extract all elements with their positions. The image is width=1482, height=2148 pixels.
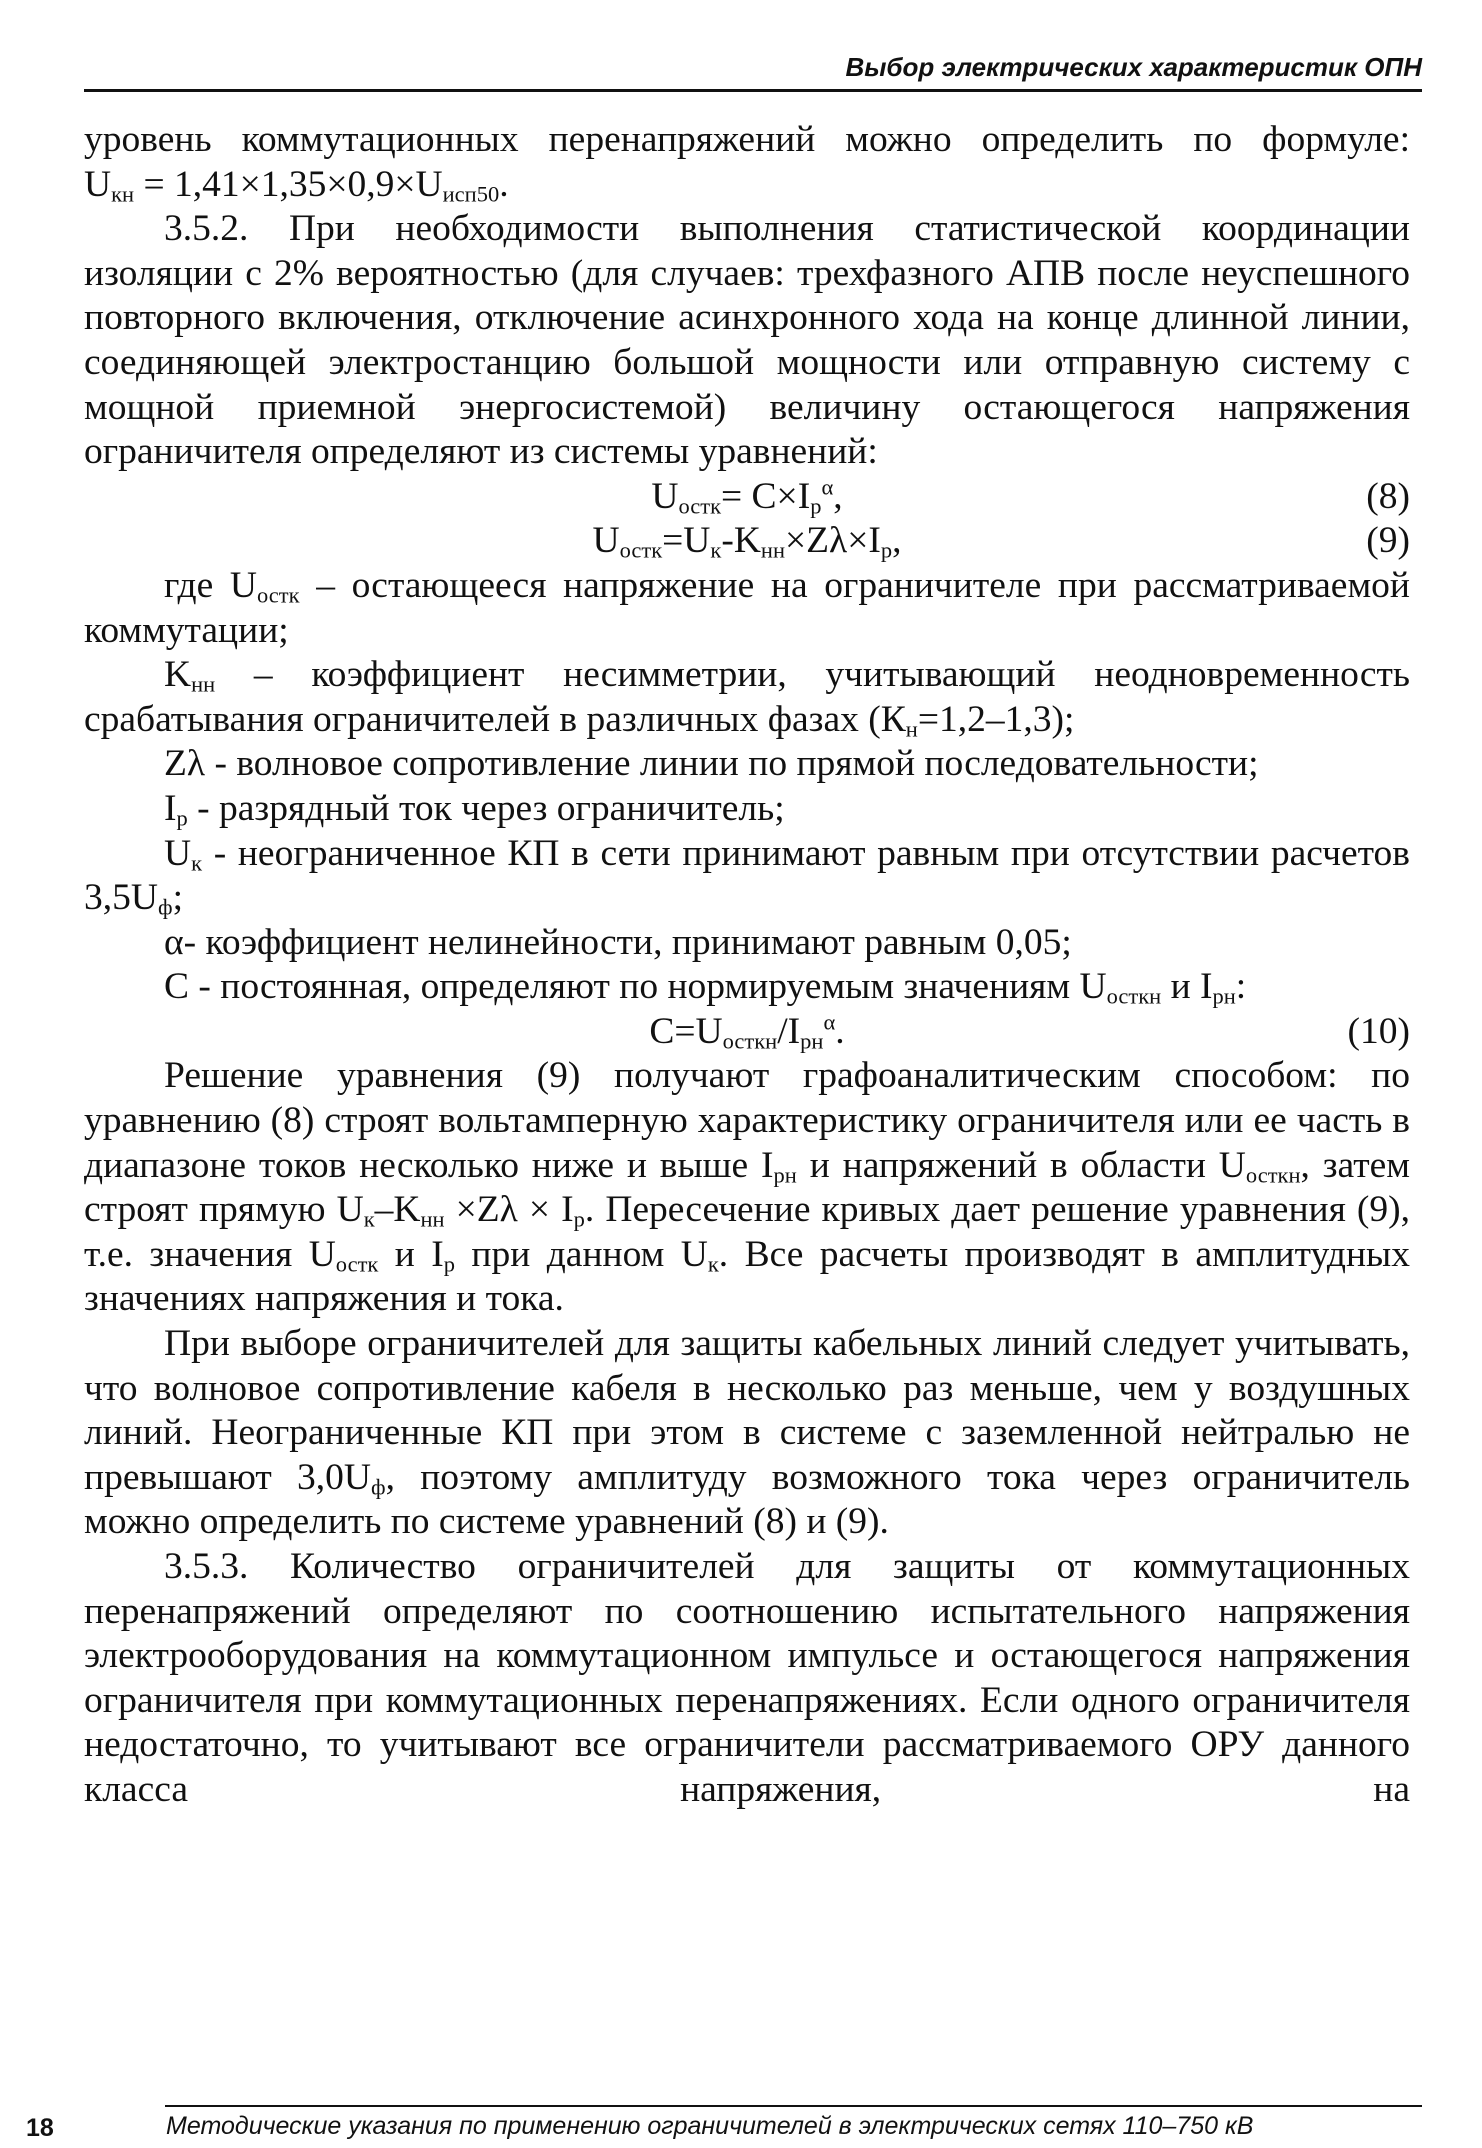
definition-ip: $I_р$ - разрядный ток через ограничитель; — [164, 787, 785, 831]
equation-number-8: (8) — [1366, 475, 1410, 517]
equation-number-10: (10) — [1347, 1010, 1410, 1052]
definition-c: С - постоянная, определяют по нормируемым значениям $U_{осткн}$ и $I_{рн}$: — [164, 966, 1247, 1009]
definition-uk: $U_к$ - неограниченное КП в сети принимают равным при отсутствии расчетов $3,5U_ф$; — [84, 832, 1410, 920]
paragraph-cable-lines: При выборе ограничителей для защиты кабельных линий следует учитывать, что волновое сопротивление кабеля в несколько раз меньше, чем у воздушных линий. Неограниченные КП при этом в системе с заземленной нейтралью не превышают $3,0U_ф$, поэтому амплитуду возможного тока через ограничитель можно определить по системе уравнений (8) и (9). — [84, 1323, 1411, 1543]
header-title: Выбор электрических характеристик ОПН — [845, 52, 1422, 82]
page-body — [84, 118, 1410, 1813]
running-header — [84, 52, 1422, 92]
paragraph-3-5-2: 3.5.2. При необходимости выполнения статистической координации изоляции с 2% вероятностью (для случаев: трехфазного АПВ после неуспешного повторного включения, отключение асинхронного хода на конце длинной линии, соединяющей электростанцию большой мощности или отправную систему с мощной приемной энергосистемой) величину остающегося напряжения ограничителя определяют из системы уравнений: — [84, 208, 1410, 473]
page-number: 18 — [26, 2114, 54, 2142]
equation-10: $C=U_{осткн}/I_{рн}^\alpha$. (10) — [649, 1009, 1410, 1054]
equation-number-9: (9) — [1366, 520, 1410, 562]
definition-z: Zλ - волновое сопротивление линии по прямой последовательности; — [164, 743, 1259, 785]
definition-uostk: где $U_{остк}$ – остающееся напряжение на ограничителе при рассматриваемой коммутации; — [84, 564, 1410, 651]
formula-ukn: $U_{кн} = 1,41\times 1,35\times 0,9\times U_{исп50}$. — [84, 163, 509, 207]
footer-rule — [165, 2105, 1422, 2107]
equation-9: $U_{остк}=U_к-K_{нн}\times Z\lambda\times I_р$, (9) — [592, 520, 1410, 563]
paragraph-solution: Решение уравнения (9) получают графоаналитическим способом: по уравнению (8) строят вольтамперную характеристику ограничителя или ее часть в диапазоне токов несколько ниже и выше $I_{рн}$ и напряжений в области $U_{осткн}$, затем строят прямую $U_к-K_{нн} \times Z\lambda \times I_р$. Пересечение кривых дает решение уравнения (9), т.е. значения $U_{остк}$ и $I_р$ при данном $U_к$. Все расчеты производят в амплитудных значениях напряжения и тока. — [84, 1055, 1410, 1320]
equation-8: $U_{остк}= C\times I_р^\alpha$, (8) — [651, 474, 1410, 519]
footer-title: Методические указания по применению ограничителей в электрических сетях 110–750 кВ — [166, 2112, 1254, 2140]
definition-alpha: α- коэффициент нелинейности, принимают равным 0,05; — [164, 921, 1072, 963]
paragraph-3-5-3: 3.5.3. Количество ограничителей для защиты от коммутационных перенапряжений определяют по соотношению испытательного напряжения электрооборудования на коммутационном импульсе и остающегося напряжения ограничителя при коммутационных перенапряжениях. Если одного ограничителя недостаточно, то учитывают все ограничители рассматриваемого ОРУ данного класса напряжения, на — [84, 1546, 1410, 1810]
definition-knn: $K_{нн}$ – коэффициент несимметрии, учитывающий неодновременность срабатывания ограничителей в различных фазах $(К_н=1,2-1,3)$; — [84, 654, 1410, 742]
paragraph-formula-intro: уровень коммутационных перенапряжений можно определить по формуле: — [84, 119, 1410, 160]
